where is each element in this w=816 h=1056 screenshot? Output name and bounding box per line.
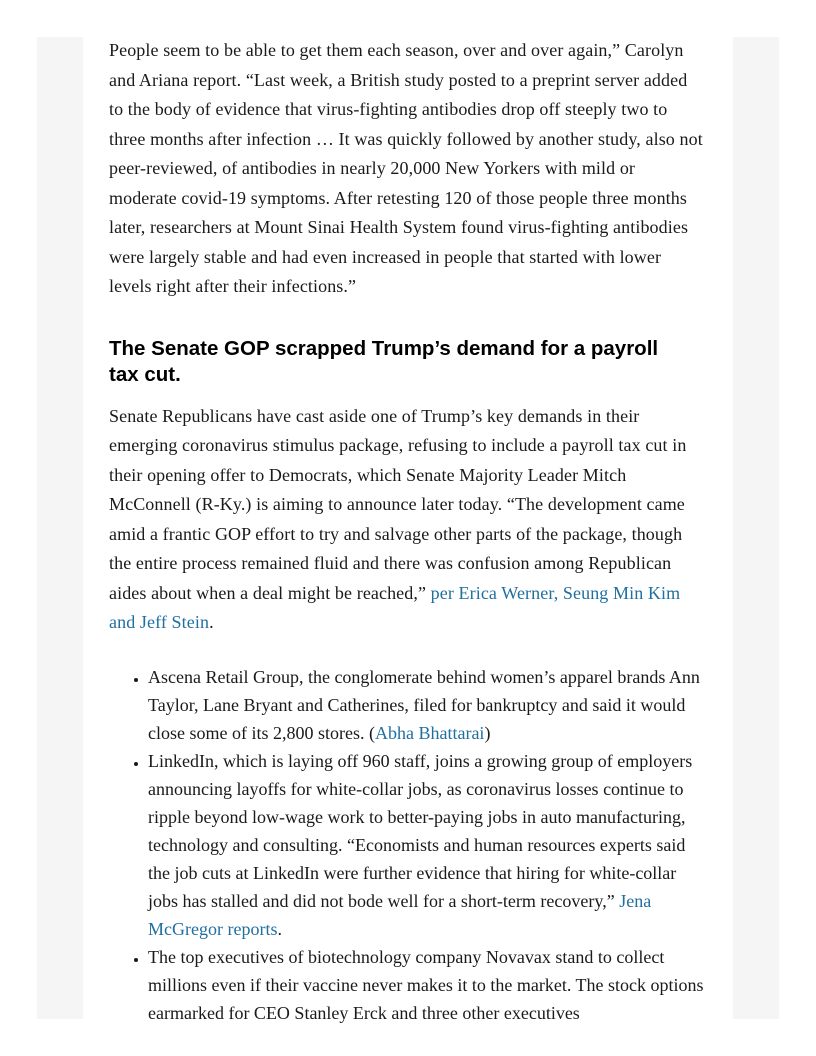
list-item-novavax-text: The top executives of biotechnology company Novavax stand to collect millions even if their vaccine never makes it to the market. The stock options earmarked for CEO Stanley Erck and three other executives — [148, 946, 704, 1023]
section-heading-payroll-tax: The Senate GOP scrapped Trump’s demand for a payroll tax cut. — [109, 336, 659, 386]
list-item-linkedin-suffix: . — [277, 918, 282, 939]
list-item-linkedin-text: LinkedIn, which is laying off 960 staff, joins a growing group of employers announcing layoffs for white-collar jobs, as coronavirus losses continue to ripple beyond low-wage work to better-paying jobs in auto manufacturing, technology and consulting. “Economists and human resources experts said the job cuts at LinkedIn were further evidence that hiring for white-collar jobs has stalled and did not bode well for a short-term recovery,” — [148, 750, 693, 911]
list-item-ascena-text: Ascena Retail Group, the conglomerate behind women’s apparel brands Ann Taylor, Lane Bryant and Catherines, filed for bankruptcy and said it would close some of its 2,800 stores. ( — [148, 666, 700, 743]
list-item-ascena — [148, 663, 705, 747]
right-page-margin-rail — [733, 37, 779, 1019]
link-erica-werner-seung-min-kim-jeff-stein[interactable]: per Erica Werner, Seung Min Kim and Jeff Stein — [109, 582, 681, 632]
list-item-linkedin — [148, 747, 705, 943]
paragraph-senate-gop — [109, 402, 705, 638]
news-bullet-list — [109, 663, 705, 1027]
paragraph-senate-gop-text: Senate Republicans have cast aside one of Trump’s key demands in their emerging coronavirus stimulus package, refusing to include a payroll tax cut in their opening offer to Democrats, which Senate Majority Leader Mitch McConnell (R-Ky.) is aiming to announce later today. “The development came amid a frantic GOP effort to try and salvage other parts of the package, though the entire process remained fluid and there was confusion among Republican aides about when a deal might be reached,” — [109, 405, 687, 603]
list-item-novavax — [148, 943, 705, 1027]
paragraph-antibodies: People seem to be able to get them each season, over and over again,” Carolyn and Ariana report. “Last week, a British study posted to a preprint server added to the body of evidence that virus-fighting antibodies drop off steeply two to three months after infection … It was quickly followed by another study, also not peer-reviewed, of antibodies in nearly 20,000 New Yorkers with mild or moderate covid-19 symptoms. After retesting 120 of those people three months later, researchers at Mount Sinai Health System found virus-fighting antibodies were largely stable and had even increased in people that started with lower levels right after their infections.” — [109, 40, 703, 296]
paragraph-senate-gop-suffix: . — [209, 612, 214, 632]
link-abha-bhattarai[interactable]: Abha Bhattarai — [374, 722, 485, 743]
list-item-ascena-suffix: ) — [484, 722, 491, 743]
left-page-margin-rail — [37, 37, 83, 1019]
link-jena-mcgregor-reports[interactable]: Jena McGregor reports — [148, 890, 652, 939]
article-body — [109, 36, 705, 1027]
